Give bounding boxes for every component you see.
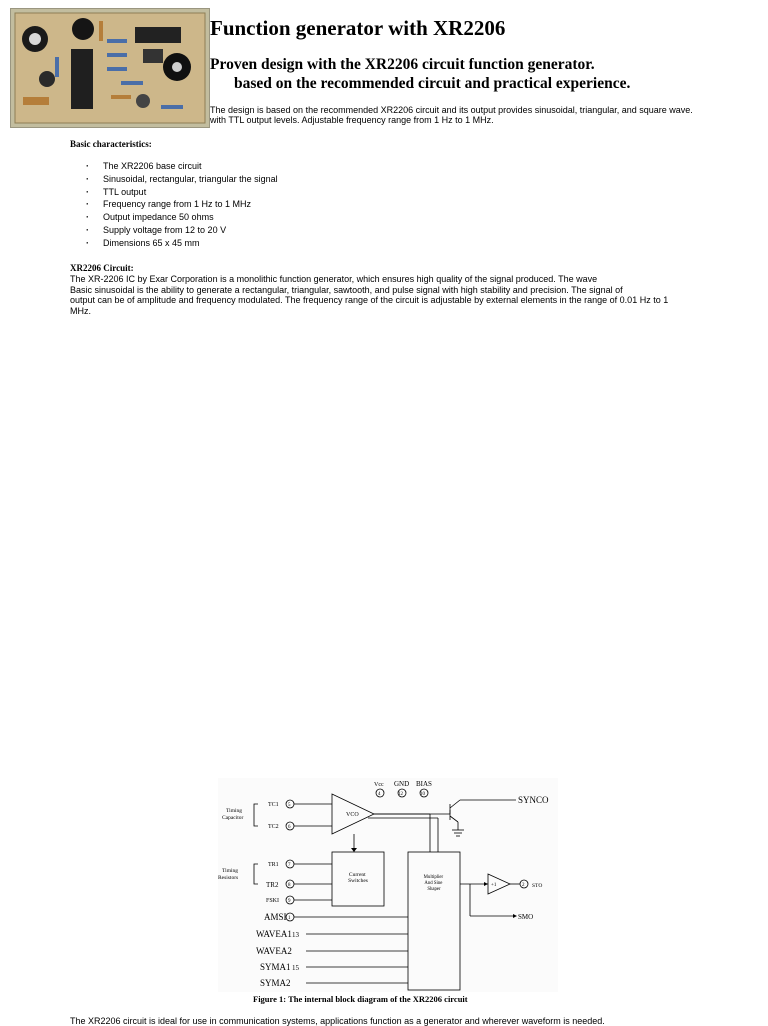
subtitle-line-1: Proven design with the XR2206 circuit function generator.	[210, 56, 595, 73]
circuit-line: Basic sinusoidal is the ability to generate a rectangular, triangular, sawtooth, and pulse signal with high stability and precision. The signal of	[70, 284, 623, 295]
footer-paragraph: The XR2206 circuit is ideal for use in communication systems, applications function as a generator and wherever waveform is needed.	[70, 1016, 605, 1026]
buffer-label: +1	[491, 883, 497, 888]
pin-amsi: 1	[288, 916, 291, 921]
shaper-line-3: Shaper	[427, 887, 441, 892]
wavea1-label: WAVEA1	[256, 929, 292, 939]
timing-resistors-label	[218, 868, 239, 881]
block-diagram-svg	[218, 778, 558, 992]
wavea2-label: WAVEA2	[256, 946, 292, 956]
intro-line-2: with TTL output levels. Adjustable frequency range from 1 Hz to 1 MHz.	[210, 115, 494, 125]
pin-gnd: 12	[398, 792, 403, 797]
timing-capacitor-label	[222, 808, 244, 821]
pin-bias: 10	[420, 792, 425, 797]
intro-line-1: The design is based on the recommended XR2206 circuit and its output provides sinusoidal, triangular, and square wave.	[210, 105, 693, 115]
shaper-label	[424, 875, 445, 892]
circuit-line: output can be of amplitude and frequency modulated. The frequency range of the circuit is adjustable by external elements in the range of 0.01 Hz to 1	[70, 295, 669, 305]
pcb-illustration	[11, 9, 209, 127]
pin-tc2: 6	[288, 825, 291, 830]
pin-tc1: 5	[288, 803, 291, 808]
pin-wavea1: 13	[292, 931, 299, 939]
figure-caption: Figure 1: The internal block diagram of the XR2206 circuit	[253, 994, 468, 1004]
bias-label: BIAS	[416, 780, 432, 788]
timing-resistors-line-2: Resistors	[218, 875, 239, 881]
syma2-label: SYMA2	[260, 978, 291, 988]
current-switches-label	[348, 872, 368, 884]
characteristics-list	[70, 160, 278, 250]
gnd-label: GND	[394, 780, 410, 788]
page-title: Function generator with XR2206	[210, 16, 506, 40]
intro-paragraph	[210, 105, 710, 125]
vco-label: VCO	[346, 812, 359, 818]
shaper-box	[408, 852, 460, 990]
circuit-line: The XR-2206 IC by Exar Corporation is a monolithic function generator, which ensures high quality of the signal produced. The wave	[70, 274, 598, 284]
list-item: · The XR2206 base circuit	[70, 160, 278, 173]
syma1-label: SYMA1	[260, 962, 291, 972]
circuit-line: MHz.	[70, 305, 91, 316]
current-switches-line-2: Switches	[348, 878, 368, 884]
pin-tr2: 8	[288, 883, 291, 888]
tr1-label: TR1	[268, 862, 279, 868]
circuit-heading: XR2206 Circuit:	[70, 263, 134, 273]
tr2-label: TR2	[266, 881, 279, 889]
list-item: · Supply voltage from 12 to 20 V	[70, 224, 278, 237]
shaper-line-2: And Sine	[424, 881, 443, 886]
current-switches-line-1: Current	[348, 872, 366, 878]
amsi-label: AMSI	[264, 912, 287, 922]
list-item: · Output impedance 50 ohms	[70, 211, 278, 224]
timing-capacitor-line-1: Timing	[226, 808, 243, 814]
pin-fski: 9	[288, 899, 291, 904]
sto-label: STO	[532, 883, 543, 889]
fski-label: FSKI	[266, 898, 280, 904]
pcb-photo	[10, 8, 210, 128]
tc1-label: TC1	[268, 802, 279, 808]
list-item: · Sinusoidal, rectangular, triangular the signal	[70, 173, 278, 186]
pin-tr1: 7	[288, 863, 291, 868]
block-diagram	[218, 778, 558, 992]
timing-capacitor-line-2: Capacitor	[222, 815, 244, 821]
tc2-label: TC2	[268, 824, 279, 830]
list-item: · TTL output	[70, 186, 278, 199]
circuit-paragraph	[70, 274, 680, 316]
page-subtitle	[210, 55, 630, 93]
timing-resistors-line-1: Timing	[222, 868, 239, 874]
pin-vcc: 4	[378, 792, 381, 797]
pin-syma1: 15	[292, 964, 299, 972]
subtitle-line-2: based on the recommended circuit and practical experience.	[234, 75, 631, 92]
shaper-line-1: Multiplier	[423, 875, 444, 880]
list-item: · Dimensions 65 x 45 mm	[70, 237, 278, 250]
pin-sto: 2	[522, 883, 525, 888]
smo-label: SMO	[518, 913, 534, 921]
vcc-label: Vcc	[374, 782, 384, 788]
basic-characteristics-heading: Basic characteristics:	[70, 139, 152, 149]
syncc-label: SYNCO	[518, 795, 549, 805]
list-item: · Frequency range from 1 Hz to 1 MHz	[70, 198, 278, 211]
